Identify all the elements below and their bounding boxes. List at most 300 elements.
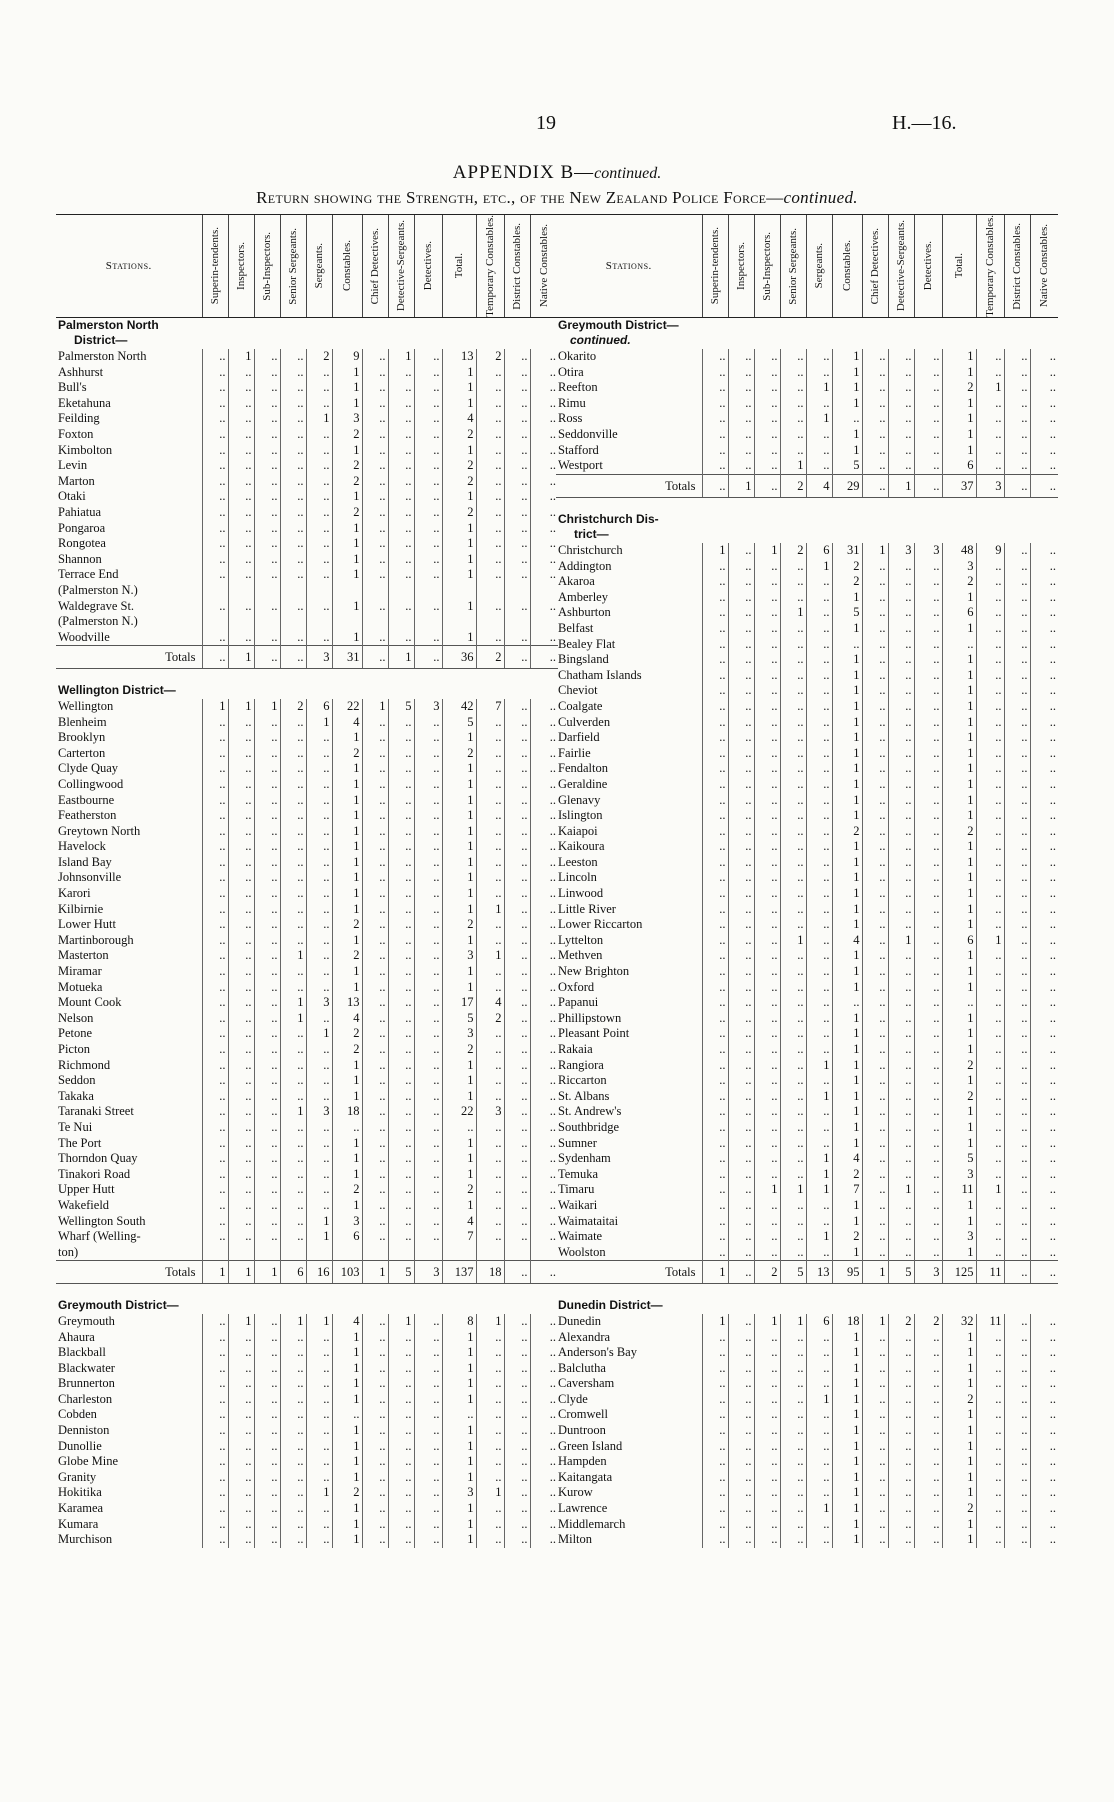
left-strength-table xyxy=(56,214,558,1548)
count-cell: .. xyxy=(728,458,754,474)
count-cell: .. xyxy=(476,1089,504,1105)
count-cell: .. xyxy=(862,886,888,902)
count-cell: 1 xyxy=(228,349,254,365)
station-name: Te Nui xyxy=(58,1119,93,1134)
count-cell: 1 xyxy=(832,980,862,996)
count-cell: 3 xyxy=(914,543,942,559)
count-cell: .. xyxy=(728,1136,754,1152)
count-cell: .. xyxy=(254,793,280,809)
count-cell xyxy=(476,1284,504,1299)
count-cell xyxy=(306,583,332,599)
count-cell: .. xyxy=(976,411,1004,427)
count-cell: .. xyxy=(728,699,754,715)
count-cell xyxy=(228,317,254,333)
count-cell: .. xyxy=(862,380,888,396)
station-name: Bull's xyxy=(58,380,87,395)
count-cell: .. xyxy=(530,1407,558,1423)
column-header-label: Senior Sergeants. xyxy=(286,227,299,305)
station-name: Seddon xyxy=(58,1073,96,1088)
count-cell: .. xyxy=(202,870,228,886)
count-cell: .. xyxy=(306,1136,332,1152)
station-row xyxy=(556,1407,1058,1423)
count-cell: .. xyxy=(728,1198,754,1214)
count-cell: .. xyxy=(1004,1198,1030,1214)
count-cell xyxy=(728,1284,754,1299)
count-cell xyxy=(754,512,780,528)
count-cell: .. xyxy=(280,567,306,583)
count-cell: .. xyxy=(388,1423,414,1439)
count-cell: 1 xyxy=(942,668,976,684)
count-cell xyxy=(504,583,530,599)
count-cell: .. xyxy=(254,1182,280,1198)
station-row xyxy=(56,1214,558,1230)
count-cell: .. xyxy=(1030,964,1058,980)
station-name: Blackball xyxy=(58,1345,106,1360)
count-cell xyxy=(1030,512,1058,528)
count-cell: .. xyxy=(1004,1089,1030,1105)
count-cell: 1 xyxy=(832,1214,862,1230)
count-cell: .. xyxy=(476,1454,504,1470)
station-row xyxy=(56,1182,558,1198)
count-cell: .. xyxy=(1030,1407,1058,1423)
station-name: Little River xyxy=(558,901,616,916)
count-cell: .. xyxy=(414,1120,442,1136)
count-cell xyxy=(754,527,780,543)
count-cell: .. xyxy=(476,1120,504,1136)
count-cell: .. xyxy=(702,870,728,886)
count-cell: .. xyxy=(1030,1314,1058,1330)
count-cell: .. xyxy=(728,1214,754,1230)
count-cell: .. xyxy=(888,1089,914,1105)
count-cell: 1 xyxy=(942,1517,976,1533)
count-cell: .. xyxy=(228,1376,254,1392)
count-cell: .. xyxy=(862,839,888,855)
count-cell: .. xyxy=(862,1151,888,1167)
column-header-label: Chief Detectives. xyxy=(868,227,881,305)
count-cell: .. xyxy=(976,1470,1004,1486)
count-cell: .. xyxy=(806,948,832,964)
count-cell: .. xyxy=(504,746,530,762)
count-cell: .. xyxy=(1030,761,1058,777)
count-cell: .. xyxy=(1004,824,1030,840)
station-row xyxy=(556,1532,1058,1548)
count-cell: .. xyxy=(362,1026,388,1042)
count-cell: .. xyxy=(306,980,332,996)
count-cell: .. xyxy=(1004,793,1030,809)
count-cell: .. xyxy=(254,980,280,996)
count-cell: .. xyxy=(362,964,388,980)
station-name: Lyttelton xyxy=(558,932,604,947)
count-cell xyxy=(442,583,476,599)
count-cell: .. xyxy=(202,948,228,964)
count-cell: 1 xyxy=(832,1042,862,1058)
count-cell: .. xyxy=(1004,652,1030,668)
count-cell: .. xyxy=(806,1361,832,1377)
count-cell: 2 xyxy=(332,505,362,521)
station-row xyxy=(56,443,558,459)
count-cell: .. xyxy=(530,1214,558,1230)
count-cell: 1 xyxy=(228,646,254,669)
count-cell: .. xyxy=(228,599,254,615)
count-cell: .. xyxy=(728,1011,754,1027)
station-row xyxy=(556,590,1058,606)
count-cell: .. xyxy=(388,1120,414,1136)
station-name: Islington xyxy=(558,808,603,823)
count-cell: .. xyxy=(1030,474,1058,497)
count-cell xyxy=(888,512,914,528)
count-cell: 1 xyxy=(332,1392,362,1408)
column-header xyxy=(728,215,754,318)
count-cell: 1 xyxy=(202,1261,228,1284)
count-cell: .. xyxy=(862,746,888,762)
count-cell xyxy=(332,1245,362,1261)
count-cell: .. xyxy=(228,1198,254,1214)
count-cell: .. xyxy=(228,1229,254,1245)
count-cell: .. xyxy=(806,777,832,793)
count-cell: .. xyxy=(362,793,388,809)
count-cell: .. xyxy=(362,521,388,537)
count-cell: .. xyxy=(914,1104,942,1120)
count-cell: .. xyxy=(754,637,780,653)
count-cell: .. xyxy=(1004,1104,1030,1120)
station-row xyxy=(556,715,1058,731)
count-cell: .. xyxy=(780,761,806,777)
count-cell: .. xyxy=(862,1330,888,1346)
count-cell: .. xyxy=(1030,380,1058,396)
count-cell: .. xyxy=(1030,443,1058,459)
count-cell: .. xyxy=(476,489,504,505)
count-cell: 1 xyxy=(832,870,862,886)
count-cell: .. xyxy=(1004,443,1030,459)
count-cell xyxy=(754,1284,780,1299)
count-cell: .. xyxy=(754,855,780,871)
count-cell: .. xyxy=(228,443,254,459)
count-cell: 1 xyxy=(332,1439,362,1455)
count-cell xyxy=(1004,1284,1030,1299)
count-cell xyxy=(530,669,558,684)
count-cell: 1 xyxy=(942,761,976,777)
count-cell: .. xyxy=(1030,605,1058,621)
column-header-label: Temporary Constables. xyxy=(483,215,496,317)
count-cell: .. xyxy=(254,1345,280,1361)
count-cell: .. xyxy=(780,730,806,746)
count-cell: .. xyxy=(780,808,806,824)
count-cell: .. xyxy=(476,808,504,824)
count-cell: .. xyxy=(228,505,254,521)
count-cell: .. xyxy=(780,839,806,855)
station-row xyxy=(556,411,1058,427)
count-cell: 1 xyxy=(888,474,914,497)
count-cell: .. xyxy=(976,1361,1004,1377)
station-row xyxy=(556,1423,1058,1439)
count-cell: .. xyxy=(306,567,332,583)
count-cell xyxy=(202,1284,228,1299)
count-cell: 1 xyxy=(442,1198,476,1214)
station-name: Glenavy xyxy=(558,792,601,807)
count-cell: .. xyxy=(914,824,942,840)
count-cell: .. xyxy=(862,964,888,980)
count-cell: .. xyxy=(306,1470,332,1486)
count-cell: .. xyxy=(862,1470,888,1486)
count-cell: .. xyxy=(530,1136,558,1152)
count-cell: .. xyxy=(228,1454,254,1470)
count-cell: 2 xyxy=(476,349,504,365)
count-cell: 1 xyxy=(942,1470,976,1486)
count-cell: 36 xyxy=(442,646,476,669)
station-row xyxy=(56,583,558,599)
count-cell: 2 xyxy=(442,474,476,490)
station-row xyxy=(556,1214,1058,1230)
count-cell: .. xyxy=(914,1245,942,1261)
count-cell xyxy=(362,1298,388,1314)
count-cell: .. xyxy=(202,380,228,396)
station-row xyxy=(556,1104,1058,1120)
count-cell: .. xyxy=(202,777,228,793)
count-cell: 7 xyxy=(442,1229,476,1245)
count-cell: .. xyxy=(388,1532,414,1548)
count-cell: .. xyxy=(1030,870,1058,886)
count-cell: .. xyxy=(1004,1314,1030,1330)
count-cell xyxy=(306,1284,332,1299)
station-name: Southbridge xyxy=(558,1119,620,1134)
count-cell: .. xyxy=(754,1454,780,1470)
count-cell: .. xyxy=(754,980,780,996)
column-header xyxy=(942,215,976,318)
count-cell: .. xyxy=(942,637,976,653)
count-cell: .. xyxy=(306,793,332,809)
count-cell: 1 xyxy=(442,1439,476,1455)
count-cell: 37 xyxy=(942,474,976,497)
count-cell: .. xyxy=(306,1042,332,1058)
count-cell: .. xyxy=(862,1167,888,1183)
count-cell: .. xyxy=(280,1454,306,1470)
count-cell: .. xyxy=(1030,746,1058,762)
station-name: (Palmerston N.) xyxy=(58,582,138,597)
station-row xyxy=(56,396,558,412)
count-cell xyxy=(388,614,414,630)
count-cell: 2 xyxy=(832,574,862,590)
count-cell: 1 xyxy=(332,1073,362,1089)
count-cell xyxy=(332,583,362,599)
count-cell: .. xyxy=(280,917,306,933)
count-cell: .. xyxy=(862,365,888,381)
count-cell: .. xyxy=(254,1376,280,1392)
count-cell: .. xyxy=(754,1470,780,1486)
station-row xyxy=(556,1011,1058,1027)
count-cell: .. xyxy=(414,1182,442,1198)
count-cell: .. xyxy=(504,793,530,809)
count-cell: .. xyxy=(228,427,254,443)
count-cell: 1 xyxy=(976,1182,1004,1198)
station-row xyxy=(56,964,558,980)
count-cell xyxy=(280,583,306,599)
count-cell: .. xyxy=(228,808,254,824)
count-cell: 1 xyxy=(332,1470,362,1486)
count-cell: .. xyxy=(306,777,332,793)
spacer-row xyxy=(556,497,1058,512)
station-row xyxy=(556,1136,1058,1152)
count-cell: .. xyxy=(388,808,414,824)
count-cell: .. xyxy=(254,917,280,933)
count-cell: 1 xyxy=(332,489,362,505)
count-cell: .. xyxy=(504,1361,530,1377)
count-cell: .. xyxy=(306,964,332,980)
count-cell: 6 xyxy=(942,458,976,474)
count-cell xyxy=(306,614,332,630)
count-cell: .. xyxy=(702,458,728,474)
column-header-label: Native Constables. xyxy=(537,224,550,308)
count-cell: .. xyxy=(702,1167,728,1183)
totals-label: Totals xyxy=(556,474,702,497)
count-cell: .. xyxy=(280,1423,306,1439)
station-name: Globe Mine xyxy=(58,1454,119,1469)
count-cell: .. xyxy=(414,567,442,583)
count-cell: .. xyxy=(414,1314,442,1330)
station-row xyxy=(556,365,1058,381)
count-cell: .. xyxy=(914,1182,942,1198)
count-cell: 3 xyxy=(476,1104,504,1120)
station-name: Westport xyxy=(558,458,603,473)
count-cell: .. xyxy=(362,1454,388,1470)
count-cell: .. xyxy=(888,1229,914,1245)
count-cell: .. xyxy=(728,1073,754,1089)
count-cell xyxy=(388,683,414,699)
count-cell xyxy=(280,333,306,349)
count-cell: .. xyxy=(914,637,942,653)
count-cell: .. xyxy=(914,349,942,365)
count-cell: .. xyxy=(362,980,388,996)
count-cell: .. xyxy=(1030,559,1058,575)
count-cell: .. xyxy=(388,1026,414,1042)
count-cell: .. xyxy=(754,1089,780,1105)
count-cell xyxy=(306,683,332,699)
count-cell: .. xyxy=(888,559,914,575)
count-cell: .. xyxy=(1030,948,1058,964)
count-cell: .. xyxy=(702,1392,728,1408)
count-cell: .. xyxy=(414,458,442,474)
count-cell: .. xyxy=(1004,427,1030,443)
count-cell: 1 xyxy=(332,902,362,918)
count-cell: .. xyxy=(888,793,914,809)
count-cell: .. xyxy=(362,886,388,902)
count-cell: .. xyxy=(1030,574,1058,590)
count-cell: .. xyxy=(806,1136,832,1152)
count-cell: .. xyxy=(280,808,306,824)
count-cell: 1 xyxy=(942,1120,976,1136)
count-cell: .. xyxy=(806,933,832,949)
count-cell: .. xyxy=(530,964,558,980)
count-cell: .. xyxy=(202,1120,228,1136)
count-cell: .. xyxy=(806,855,832,871)
count-cell: 4 xyxy=(832,933,862,949)
count-cell: .. xyxy=(228,870,254,886)
count-cell: .. xyxy=(976,652,1004,668)
station-row xyxy=(556,683,1058,699)
count-cell xyxy=(442,1245,476,1261)
count-cell: .. xyxy=(476,365,504,381)
district-name: District— xyxy=(74,333,128,348)
count-cell: .. xyxy=(202,886,228,902)
count-cell: .. xyxy=(914,1470,942,1486)
count-cell: .. xyxy=(976,1517,1004,1533)
count-cell: .. xyxy=(780,590,806,606)
station-name: Woolston xyxy=(558,1244,606,1259)
station-name: Ross xyxy=(558,411,583,426)
count-cell: 1 xyxy=(942,411,976,427)
count-cell: .. xyxy=(306,536,332,552)
count-cell: .. xyxy=(530,808,558,824)
station-name: Brunnerton xyxy=(58,1376,115,1391)
count-cell: 1 xyxy=(228,699,254,715)
count-cell: .. xyxy=(862,1439,888,1455)
station-name: Woodville xyxy=(58,629,110,644)
count-cell: .. xyxy=(976,1330,1004,1346)
count-cell: .. xyxy=(1004,964,1030,980)
count-cell: .. xyxy=(476,1214,504,1230)
station-row xyxy=(56,808,558,824)
count-cell: .. xyxy=(976,870,1004,886)
count-cell: 1 xyxy=(832,1407,862,1423)
count-cell: .. xyxy=(476,1151,504,1167)
station-row xyxy=(556,824,1058,840)
count-cell: .. xyxy=(388,411,414,427)
count-cell: 3 xyxy=(414,699,442,715)
count-cell: .. xyxy=(862,1182,888,1198)
count-cell: .. xyxy=(914,902,942,918)
station-row xyxy=(56,458,558,474)
count-cell: .. xyxy=(228,567,254,583)
count-cell: .. xyxy=(806,349,832,365)
count-cell: .. xyxy=(1030,668,1058,684)
count-cell: 3 xyxy=(942,1167,976,1183)
count-cell: .. xyxy=(976,1229,1004,1245)
count-cell: .. xyxy=(780,1167,806,1183)
count-cell: .. xyxy=(228,1104,254,1120)
count-cell: .. xyxy=(888,683,914,699)
appendix-title xyxy=(0,162,1114,184)
count-cell: .. xyxy=(888,1532,914,1548)
count-cell: 1 xyxy=(832,1439,862,1455)
station-row xyxy=(56,777,558,793)
station-name: New Brighton xyxy=(558,964,630,979)
count-cell xyxy=(780,1284,806,1299)
station-name: continued. xyxy=(570,333,631,348)
count-cell: .. xyxy=(202,458,228,474)
count-cell: .. xyxy=(1004,1439,1030,1455)
count-cell: .. xyxy=(1004,683,1030,699)
count-cell: .. xyxy=(254,1392,280,1408)
count-cell: .. xyxy=(780,668,806,684)
count-cell: .. xyxy=(388,793,414,809)
count-cell: .. xyxy=(414,1376,442,1392)
count-cell: .. xyxy=(228,1470,254,1486)
count-cell xyxy=(332,1284,362,1299)
count-cell: 2 xyxy=(332,474,362,490)
count-cell: .. xyxy=(862,1089,888,1105)
count-cell: 1 xyxy=(942,855,976,871)
count-cell: 2 xyxy=(332,458,362,474)
count-cell: .. xyxy=(414,730,442,746)
count-cell: .. xyxy=(1004,1011,1030,1027)
count-cell: 1 xyxy=(442,567,476,583)
count-cell: .. xyxy=(362,458,388,474)
count-cell: .. xyxy=(702,1136,728,1152)
count-cell: 5 xyxy=(442,715,476,731)
station-name: Palmerston North xyxy=(58,349,147,364)
spacer-row xyxy=(56,1284,558,1299)
count-cell: .. xyxy=(1030,427,1058,443)
count-cell: .. xyxy=(306,1120,332,1136)
